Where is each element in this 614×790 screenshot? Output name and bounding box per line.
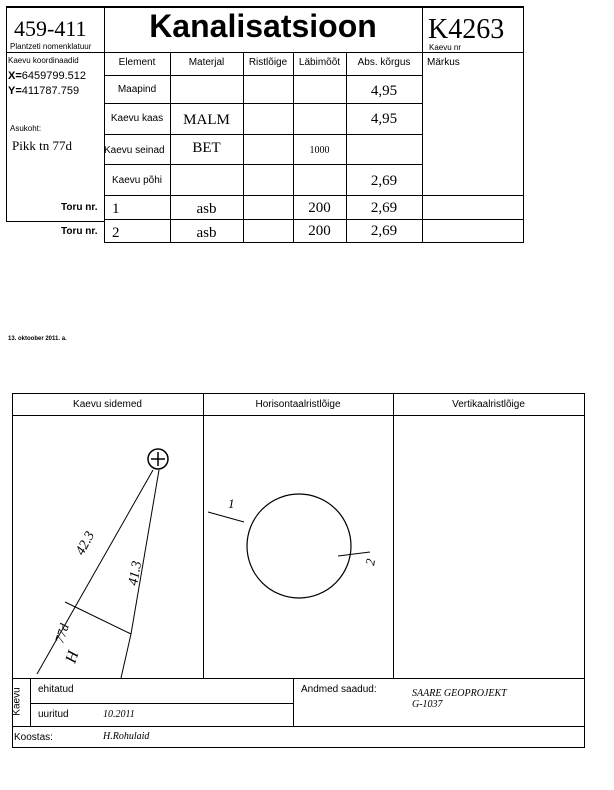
row-element: Kaevu kaas: [110, 113, 164, 124]
building-number-label: 77d: [51, 621, 72, 645]
pipe-material: asb: [196, 201, 217, 217]
horizontal-section-sketch: [204, 416, 393, 678]
col-header-remarks: Märkus: [427, 57, 460, 68]
row-height: 4,95: [370, 111, 398, 127]
source-code: G-1037: [412, 699, 443, 710]
col-header-material: Materjal: [188, 57, 225, 68]
row-element: Kaevu põhi: [111, 175, 163, 186]
diagram-col-title: Vertikaalristlõige: [452, 399, 525, 410]
pipe-1-label: 1: [228, 496, 235, 511]
location-label: Asukoht:: [10, 124, 42, 133]
surveyed-label: uuritud: [38, 709, 69, 720]
y-value: 411787.759: [21, 85, 80, 97]
tie-label-right: 41.3: [126, 559, 146, 587]
diagram-col-title: Kaevu sidemed: [73, 399, 142, 410]
x-label: X=: [8, 70, 22, 82]
source-value: SAARE GEOPROJEKT: [412, 688, 507, 699]
tie-line-right: [131, 470, 159, 634]
tie-label-left: 42.3: [73, 529, 99, 558]
coords-heading: Kaevu koordinaadid: [8, 56, 79, 65]
pipe-2-label: 2: [362, 557, 379, 567]
compiled-label: Koostas:: [14, 732, 53, 743]
diagram-col-title: Horisontaalristlõige: [255, 399, 341, 410]
surveyed-value: 10.2011: [103, 709, 135, 720]
row-height: 4,95: [370, 83, 398, 99]
compiled-value: H.Rohulaid: [103, 731, 150, 742]
row-element: Maapind: [117, 84, 157, 95]
document-date: 13. oktoober 2011. a.: [8, 336, 67, 342]
row-height: 2,69: [370, 173, 398, 189]
footer-side-label: Kaevu: [11, 687, 23, 716]
row-material: MALM: [183, 112, 230, 128]
well-id: K4263: [428, 14, 505, 45]
pipe-2-line: [338, 552, 370, 556]
row-material: BET: [192, 140, 221, 156]
pipe-material: asb: [196, 225, 217, 241]
pipe-diameter: 200: [308, 200, 331, 216]
pipe-diameter: 200: [308, 223, 331, 239]
pipe-label: Toru nr.: [61, 202, 98, 213]
pipe-number: 2: [112, 225, 120, 241]
building-letter-label: H: [62, 648, 83, 666]
sheet-number: 459-411: [14, 16, 87, 41]
well-circle: [247, 494, 351, 598]
location-value: Pikk tn 77d: [12, 138, 72, 153]
well-ties-sketch: [13, 416, 203, 678]
pipe-height: 2,69: [370, 200, 398, 216]
page-title: Kanalisatsioon: [149, 8, 377, 44]
pipe-height: 2,69: [370, 223, 398, 239]
x-value: 6459799.512: [21, 70, 86, 82]
pipe-number: 1: [112, 201, 120, 217]
y-label: Y=: [8, 85, 22, 97]
col-header-diameter: Läbimõõt: [298, 57, 341, 68]
col-header-height: Abs. kõrgus: [357, 57, 411, 68]
row-diameter: 1000: [309, 145, 330, 156]
well-caption: Kaevu nr: [429, 43, 462, 52]
x-coordinate: [8, 70, 86, 82]
sheet-caption: Plantzeti nomenklatuur: [10, 42, 92, 51]
pipe-1-line: [208, 512, 244, 522]
col-header-element: Element: [118, 57, 156, 68]
source-label: Andmed saadud:: [301, 684, 377, 695]
y-coordinate: [8, 85, 79, 97]
built-label: ehitatud: [38, 684, 74, 695]
row-element: Kaevu seinad: [104, 145, 165, 156]
pipe-label: Toru nr.: [61, 226, 98, 237]
col-header-cross: Ristlõige: [248, 57, 288, 68]
